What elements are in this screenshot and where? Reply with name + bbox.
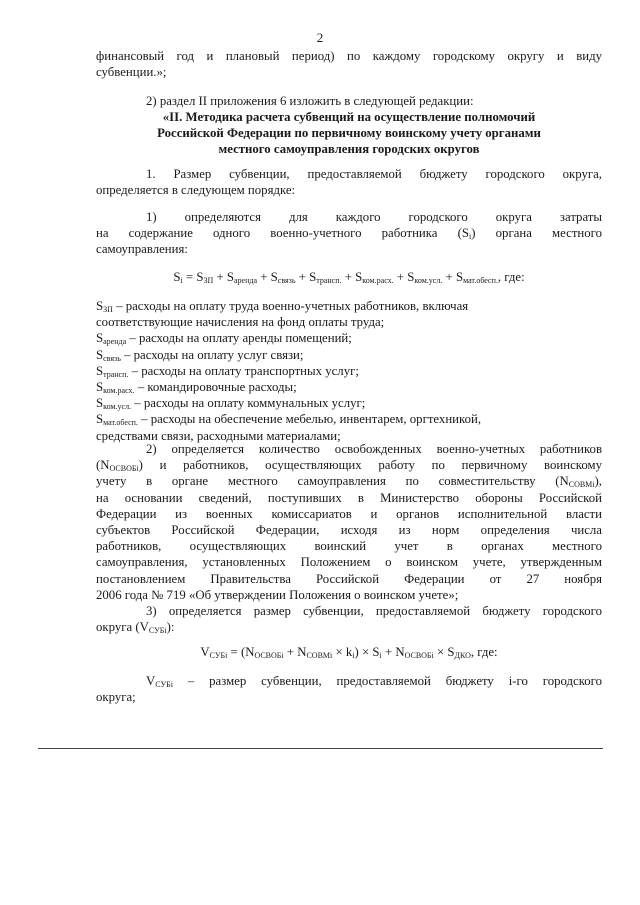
formula-si-terms xyxy=(196,270,498,284)
def-mat-obesp: $S_{мат.обесп.}$ – расходы на обеспечение мебелью, инвентарем, оргтехникой, xyxy=(96,412,482,428)
term-symbol: S xyxy=(196,270,204,284)
def-zp-cont: соответствующие начисления на фонд оплаты труда; xyxy=(96,315,385,330)
def-kom-rash: $S_{ком.расх.}$ – командировочные расходы; xyxy=(96,380,297,396)
bottom-divider xyxy=(38,748,603,749)
term-subscript: ком.усл. xyxy=(414,276,443,285)
term-symbol: S xyxy=(309,270,317,284)
paragraph-3: 3) определяется размер субвенции, предоставляемой бюджету городского округа $(V_{СУБi})$: xyxy=(96,604,602,636)
plus-sign: + xyxy=(257,270,271,284)
intro-paragraph: финансовый год и плановый период) по каждому городскому округу и виду субвенции.»; xyxy=(96,49,602,80)
term-subscript: связь xyxy=(277,276,296,285)
amendment-item-2: 2) раздел II приложения 6 изложить в следующей редакции: xyxy=(146,94,474,108)
term-symbol: S xyxy=(407,270,415,284)
plus-sign: + xyxy=(213,270,227,284)
term-subscript: ком.расх. xyxy=(362,276,394,285)
paragraph-2: 2) определяется количество освобожденных военно-учетных работников $(N_{ОСВОБi})$ и работников, осуществляющих работу по первичному воинскому учету в органе местного самоуправления по совместительству $(N_{СОВМi})$, на основании сведений, поступивших в Министерство обороны Российской Федерации из военных комиссариатов и органов исполнительной власти субъектов Российской Федерации, исходя из норм определения числа работников, осуществляющих воинский учет в органах местного самоуправления, установленных Положением о воинском учете, утвержденным постановлением Правительства Российской Федерации от 27 ноября 2006 года № 719 «Об утверждении Положения о воинском учете»; xyxy=(96,442,602,602)
plus-sign: + xyxy=(442,270,456,284)
def-transp: $S_{трансп.}$ – расходы на оплату транспортных услуг; xyxy=(96,363,359,379)
def-svyaz: $S_{связь}$ – расходы на оплату услуг связи; xyxy=(96,347,304,363)
section-title: «II. Методика расчета субвенций на осуществление полномочий Российской Федерации по первичному воинскому учету органами местного самоуправления городских округов xyxy=(157,110,541,157)
term-subscript: мат.обесп. xyxy=(463,276,498,285)
term-subscript: ЗП xyxy=(203,276,214,285)
formula-si: $S_i = S_{ЗП} + S_{аренда} + S_{связь} + S_{трансп.} + S_{ком.расх.} + S_{ком.усл.} + S_{мат.обесп.}$, где: xyxy=(173,270,525,285)
page-number: 2 xyxy=(316,30,324,45)
term-symbol: S xyxy=(226,270,234,284)
def-arenda: $S_{аренда}$ – расходы на оплату аренды помещений; xyxy=(96,331,352,347)
paragraph-1-1: 1) определяются для каждого городского округа затраты на содержание одного военно-учетного работника $(S_i)$ органа местного самоуправления: xyxy=(96,210,602,257)
term-symbol: S xyxy=(355,270,363,284)
paragraph-1: 1. Размер субвенции, предоставляемой бюджету городского округа, определяется в следующем порядке: xyxy=(96,167,602,198)
plus-sign: + xyxy=(295,270,310,284)
definition-vsub: $V_{СУБi}$ – размер субвенции, предоставляемой бюджету i-го городского округа; xyxy=(96,674,602,705)
plus-sign: + xyxy=(341,270,356,284)
def-kom-usl: $S_{ком.усл.}$ – расходы на оплату коммунальных услуг; xyxy=(96,396,366,412)
term-symbol: S xyxy=(455,270,464,284)
cost-definitions xyxy=(96,298,602,444)
formula-vsub: $V_{СУБi} = (N_{ОСВОБi} + N_{СОВМi} \times k_i) \times S_i + N_{ОСВОБi} \times S_{ДКО}$, где: xyxy=(200,645,498,660)
term-subscript: трансп. xyxy=(316,276,342,285)
def-zp: $S_{ЗП}$ – расходы на оплату труда военно-учетных работников, включая xyxy=(96,299,469,314)
term-symbol: S xyxy=(270,270,278,284)
def-mat-obesp-cont: средствами связи, расходными материалами; xyxy=(96,428,341,443)
term-subscript: аренда xyxy=(234,276,258,285)
plus-sign: + xyxy=(393,270,408,284)
